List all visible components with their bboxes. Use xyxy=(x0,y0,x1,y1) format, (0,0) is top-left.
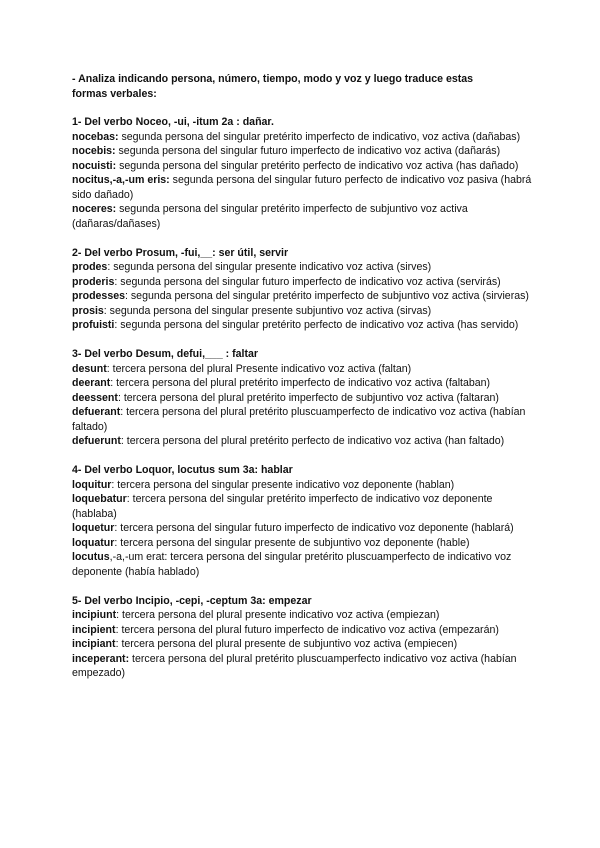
verb-entry xyxy=(72,521,540,536)
verb-form: incipiunt xyxy=(72,609,117,621)
sections-container xyxy=(72,115,540,681)
verb-analysis: : tercera persona del plural pretérito pluscuamperfecto de indicativo voz activa (habían faltado) xyxy=(72,406,526,433)
verb-form: deessent xyxy=(72,391,118,404)
verb-analysis: : segunda persona del singular presente subjuntivo voz activa (sirvas) xyxy=(103,304,432,317)
verb-form: nocebas: xyxy=(72,130,119,143)
section-title: 2- Del verbo Prosum, -fui,__: ser útil, servir xyxy=(72,246,289,259)
section-title: 5- Del verbo Incipio, -cepi, -ceptum 3a: empezar xyxy=(72,594,312,607)
verb-form: defuerunt xyxy=(72,435,121,447)
verb-entry xyxy=(72,130,540,145)
verb-entry xyxy=(72,492,540,521)
verb-form: noceres: xyxy=(72,203,117,215)
verb-entry xyxy=(72,202,540,231)
verb-form: profuisti xyxy=(72,319,115,331)
verb-form: proderis xyxy=(72,275,115,288)
section-title: 1- Del verbo Noceo, -ui, -itum 2a : dañar. xyxy=(72,116,274,128)
verb-form: prodesses xyxy=(72,290,125,302)
verb-entry xyxy=(72,362,540,377)
verb-analysis: : tercera persona del singular presente de subjuntivo voz deponente (hable) xyxy=(114,536,470,549)
verb-entry xyxy=(72,173,540,202)
verb-analysis: segunda persona del singular pretérito imperfecto de indicativo, voz activa (dañabas) xyxy=(118,130,521,143)
verb-analysis: segunda persona del singular pretérito imperfecto de subjuntivo voz activa (dañaras/dañases) xyxy=(72,203,468,230)
verb-form: loquatur xyxy=(72,536,115,549)
section-title: 4- Del verbo Loquor, locutus sum 3a: hablar xyxy=(72,464,293,476)
verb-analysis: segunda persona del singular futuro perfecto de indicativo voz pasiva (habrá sido dañado) xyxy=(72,174,532,201)
verb-form: defuerant xyxy=(72,406,121,418)
verb-entry xyxy=(72,289,540,304)
verb-entry xyxy=(72,376,540,391)
verb-entry xyxy=(72,275,540,290)
verb-entry xyxy=(72,623,540,638)
verb-form: prosis xyxy=(72,304,104,317)
verb-analysis: segunda persona del singular pretérito perfecto de indicativo voz activa (has dañado) xyxy=(116,159,519,172)
verb-form: incipient xyxy=(72,623,116,636)
verb-analysis: : segunda persona del singular pretérito imperfecto de subjuntivo voz activa (sirvieras) xyxy=(125,290,529,302)
verb-section xyxy=(72,246,540,333)
verb-entry xyxy=(72,478,540,493)
verb-entry xyxy=(72,318,540,333)
verb-section xyxy=(72,347,540,449)
verb-form: locutus xyxy=(72,551,110,563)
verb-form: incipiant xyxy=(72,638,116,650)
section-title: 3- Del verbo Desum, defui,___ : faltar xyxy=(72,348,259,360)
verb-entry xyxy=(72,391,540,406)
verb-form: loquitur xyxy=(72,478,112,491)
verb-analysis: : tercera persona del singular futuro imperfecto de indicativo voz deponente (hablará) xyxy=(114,522,514,534)
verb-form: inceperant: xyxy=(72,652,130,665)
verb-form: loquebatur xyxy=(72,493,127,505)
verb-entry xyxy=(72,536,540,551)
verb-analysis: : tercera persona del plural pretérito imperfecto de indicativo voz activa (faltaban) xyxy=(110,377,491,389)
verb-analysis: : tercera persona del plural presente de subjuntivo voz activa (empiecen) xyxy=(115,638,458,650)
verb-analysis: : segunda persona del singular pretérito perfecto de indicativo voz activa (has servido) xyxy=(114,319,519,331)
intro-instructions: - Analiza indicando persona, número, tiempo, modo y voz y luego traduce estas formas verbales: xyxy=(72,73,474,100)
verb-entry xyxy=(72,637,540,652)
verb-form: nocuisti: xyxy=(72,159,117,172)
verb-analysis: : tercera persona del plural futuro imperfecto de indicativo voz activa (empezarán) xyxy=(115,623,499,636)
verb-entry xyxy=(72,405,540,434)
verb-analysis: : tercera persona del plural presente indicativo voz activa (empiezan) xyxy=(116,609,440,621)
verb-entry xyxy=(72,159,540,174)
verb-form: deerant xyxy=(72,377,111,389)
verb-section xyxy=(72,115,540,231)
verb-entry xyxy=(72,144,540,159)
verb-analysis: tercera persona del plural pretérito pluscuamperfecto indicativo voz activa (habían empezado) xyxy=(72,652,517,679)
verb-entry xyxy=(72,608,540,623)
verb-form: nocebis: xyxy=(72,145,116,157)
verb-entry xyxy=(72,550,540,579)
verb-analysis: : tercera persona del singular presente indicativo voz deponente (hablan) xyxy=(111,478,455,491)
verb-analysis: : segunda persona del singular futuro imperfecto de indicativo voz activa (servirás) xyxy=(114,275,501,288)
verb-analysis: segunda persona del singular futuro imperfecto de indicativo voz activa (dañarás) xyxy=(115,145,501,157)
verb-form: prodes xyxy=(72,261,108,273)
verb-form: nocitus,-a,-um eris: xyxy=(72,174,170,186)
verb-analysis: : segunda persona del singular presente indicativo voz activa (sirves) xyxy=(107,261,432,273)
verb-form: loquetur xyxy=(72,522,115,534)
verb-entry xyxy=(72,652,540,681)
verb-entry xyxy=(72,260,540,275)
verb-entry xyxy=(72,434,540,449)
verb-section xyxy=(72,594,540,681)
verb-entry xyxy=(72,304,540,319)
verb-form: desunt xyxy=(72,362,107,375)
verb-section xyxy=(72,463,540,579)
verb-analysis: : tercera persona del singular pretérito imperfecto de indicativo voz deponente (hablaba) xyxy=(72,493,493,520)
verb-analysis: : tercera persona del plural pretérito perfecto de indicativo voz activa (han faltado) xyxy=(120,435,505,447)
verb-analysis: : tercera persona del plural Presente indicativo voz activa (faltan) xyxy=(106,362,412,375)
verb-analysis: ,-a,-um erat: tercera persona del singular pretérito pluscuamperfecto de indicativo voz deponente (había hablado) xyxy=(72,551,512,578)
verb-analysis: : tercera persona del plural pretérito imperfecto de subjuntivo voz activa (faltaran) xyxy=(117,391,499,404)
